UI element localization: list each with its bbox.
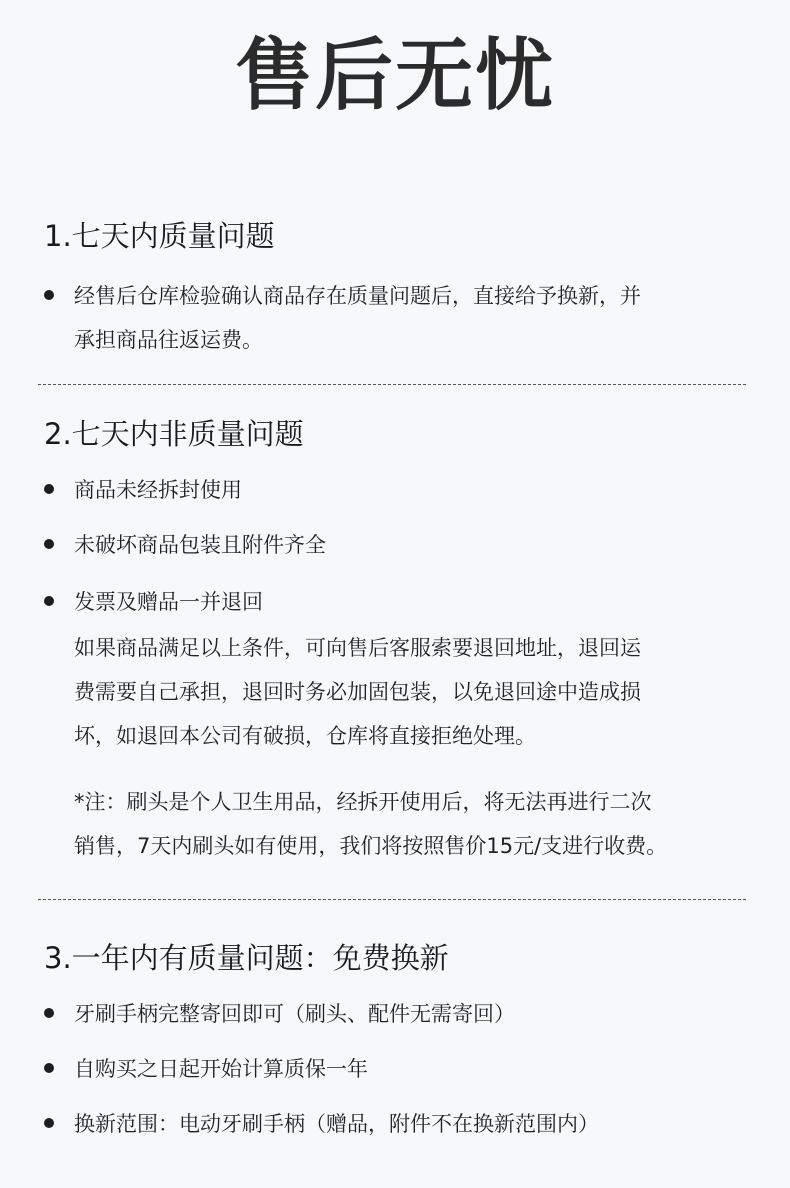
section-1-heading: 1.七天内质量问题	[44, 219, 275, 253]
note-line: *注：刷头是个人卫生用品，经拆开使用后，将无法再进行二次	[74, 790, 652, 814]
bullet-text: 发票及赠品一并退回	[74, 590, 263, 614]
section-3-bullet-2	[44, 1047, 744, 1091]
paragraph-line: 坏，如退回本公司有破损，仓库将直接拒绝处理。	[74, 724, 536, 748]
paragraph-line: 如果商品满足以上条件，可向售后客服索要退回地址，退回运	[74, 636, 641, 660]
bullet-text: 自购买之日起开始计算质保一年	[74, 1057, 368, 1081]
divider-2	[38, 899, 746, 900]
divider-1	[38, 384, 746, 385]
bullet-text: 商品未经拆封使用	[74, 478, 242, 502]
bullet-dot-icon	[44, 1118, 54, 1128]
page-title: 售后无忧	[234, 31, 555, 121]
bullet-dot-icon	[44, 1008, 54, 1018]
section-2-bullet-1	[44, 468, 744, 512]
section-2-paragraph	[74, 626, 754, 758]
bullet-dot-icon	[44, 484, 54, 494]
bullet-dot-icon	[44, 290, 54, 300]
section-2-bullet-3	[44, 580, 744, 624]
bullet-text: 未破坏商品包装且附件齐全	[74, 533, 326, 557]
section-2-bullet-2	[44, 523, 744, 567]
bullet-dot-icon	[44, 539, 54, 549]
bullet-dot-icon	[44, 596, 54, 606]
paragraph-line: 费需要自己承担，退回时务必加固包装，以免退回途中造成损	[74, 680, 641, 704]
section-2-note	[74, 780, 754, 868]
bullet-text-line-2: 承担商品往返运费。	[74, 328, 263, 352]
note-line: 销售，7天内刷头如有使用，我们将按照售价15元/支进行收费。	[74, 834, 668, 858]
section-3-heading: 3.一年内有质量问题：免费换新	[44, 941, 449, 975]
section-2-heading: 2.七天内非质量问题	[44, 417, 304, 451]
bullet-text: 牙刷手柄完整寄回即可（刷头、配件无需寄回）	[74, 1002, 515, 1026]
bullet-dot-icon	[44, 1063, 54, 1073]
section-3-bullet-1	[44, 992, 744, 1036]
bullet-text-line-1: 经售后仓库检验确认商品存在质量问题后，直接给予换新，并	[74, 284, 641, 308]
section-1-bullet-1	[44, 274, 744, 362]
section-3-bullet-3	[44, 1102, 744, 1146]
bullet-text: 换新范围：电动牙刷手柄（赠品，附件不在换新范围内）	[74, 1112, 599, 1136]
